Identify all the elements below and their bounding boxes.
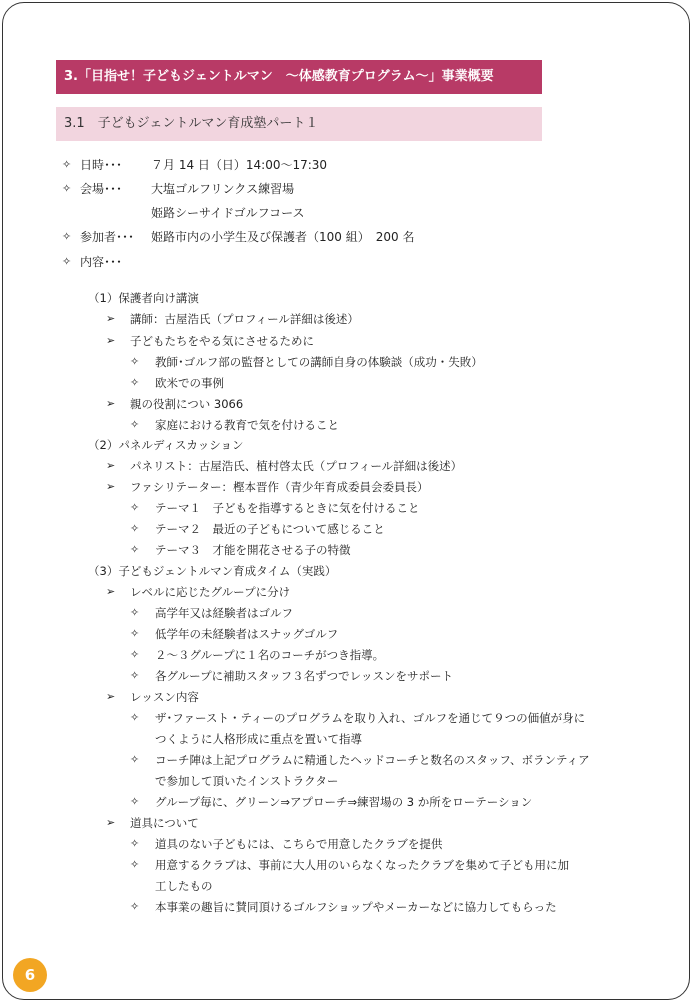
part1-heading: （1）保護者向け講演: [88, 291, 199, 305]
list-item: 家庭における教育で気を付けること: [155, 418, 339, 432]
subsection-title: 3.1 子どもジェントルマン育成塾パート１: [56, 107, 542, 141]
list-item: 欧米での事例: [155, 376, 224, 390]
bullet-icon: ✧: [130, 543, 140, 556]
list-item: 教師･ゴルフ部の監督としての講師自身の体験談（成功・失敗）: [155, 355, 483, 369]
info-label-content: 内容･･･: [80, 255, 123, 269]
list-item: テーマ１ 子どもを指導するときに気を付けること: [155, 501, 420, 515]
bullet-icon: ✧: [130, 606, 140, 619]
bullet-icon: ✧: [130, 355, 140, 368]
arrow-icon: ➢: [106, 397, 116, 410]
bullet-icon: ✧: [130, 522, 140, 535]
bullet-icon: ✧: [130, 669, 140, 682]
page-number-badge: 6: [13, 958, 47, 992]
info-label-participants: 参加者･･･: [80, 230, 135, 244]
bullet-icon: ✧: [62, 255, 72, 268]
list-item: 用意するクラブは、事前に大人用のいらなくなったクラブを集めて子ども用に加: [155, 858, 569, 872]
bullet-icon: ✧: [130, 627, 140, 640]
bullet-icon: ✧: [130, 376, 140, 389]
list-item-continued: つくように人格形成に重点を置いて指導: [155, 732, 362, 746]
list-item: テーマ２ 最近の子どもについて感じること: [155, 522, 385, 536]
bullet-icon: ✧: [62, 182, 72, 195]
bullet-icon: ✧: [130, 837, 140, 850]
info-value-participants: 姫路市内の小学生及び保護者（100 組） 200 名: [151, 230, 415, 244]
bullet-icon: ✧: [62, 230, 72, 243]
list-item: 高学年又は経験者はゴルフ: [155, 606, 293, 620]
bullet-icon: ✧: [130, 648, 140, 661]
list-item: 各グループに補助スタッフ３名ずつでレッスンをサポート: [155, 669, 453, 683]
arrow-icon: ➢: [106, 690, 116, 703]
list-item: ザ･ファースト・ティーのプログラムを取り入れ、ゴルフを通じて９つの価値が身に: [155, 711, 586, 725]
info-value-venue-2: 姫路シーサイドゴルフコース: [151, 206, 305, 220]
list-item: 道具について: [130, 816, 199, 830]
list-item: ファシリテーター：樫本晋作（青少年育成委員会委員長）: [130, 480, 429, 494]
list-item: 本事業の趣旨に賛同頂けるゴルフショップやメーカーなどに協力してもらった: [155, 900, 557, 914]
list-item: 子どもたちをやる気にさせるために: [130, 334, 314, 348]
bullet-icon: ✧: [130, 501, 140, 514]
list-item: レベルに応じたグループに分け: [130, 585, 291, 599]
part3-heading: （3）子どもジェントルマン育成タイム（実践）: [88, 564, 337, 578]
bullet-icon: ✧: [130, 711, 140, 724]
list-item-continued: 工したもの: [155, 879, 213, 893]
info-label-venue: 会場･･･: [80, 182, 123, 196]
info-value-date: ７月 14 日（日）14:00～17:30: [151, 158, 328, 172]
arrow-icon: ➢: [106, 459, 116, 472]
list-item: コーチ陣は上記プログラムに精通したヘッドコーチと数名のスタッフ、ボランティア: [155, 753, 590, 767]
bullet-icon: ✧: [130, 900, 140, 913]
list-item: グループ毎に、グリーン⇒アプローチ⇒練習場の 3 か所をローテーション: [155, 795, 533, 809]
list-item: 講師：古屋浩氏（プロフィール詳細は後述）: [130, 312, 359, 326]
info-label-date: 日時･･･: [80, 158, 123, 172]
arrow-icon: ➢: [106, 585, 116, 598]
list-item: パネリスト：古屋浩氏、植村啓太氏（プロフィール詳細は後述）: [130, 459, 463, 473]
list-item: 親の役割につい 3066: [130, 397, 244, 411]
list-item: ２～３グループに１名のコーチがつき指導。: [155, 648, 385, 662]
list-item: テーマ３ 才能を開花させる子の特徴: [155, 543, 351, 557]
arrow-icon: ➢: [106, 334, 116, 347]
bullet-icon: ✧: [130, 418, 140, 431]
arrow-icon: ➢: [106, 480, 116, 493]
bullet-icon: ✧: [130, 858, 140, 871]
list-item: 低学年の未経験者はスナッグゴルフ: [155, 627, 339, 641]
list-item: レッスン内容: [130, 690, 199, 704]
arrow-icon: ➢: [106, 312, 116, 325]
bullet-icon: ✧: [130, 753, 140, 766]
list-item: 道具のない子どもには、こちらで用意したクラブを提供: [155, 837, 443, 851]
section-title: 3.「目指せ！子どもジェントルマン ～体感教育プログラム～」事業概要: [56, 60, 542, 94]
bullet-icon: ✧: [130, 795, 140, 808]
info-value-venue: 大塩ゴルフリンクス練習場: [151, 182, 295, 196]
bullet-icon: ✧: [62, 158, 72, 171]
part2-heading: （2）パネルディスカッション: [88, 438, 244, 452]
list-item-continued: で参加して頂いたインストラクター: [155, 774, 339, 788]
arrow-icon: ➢: [106, 816, 116, 829]
